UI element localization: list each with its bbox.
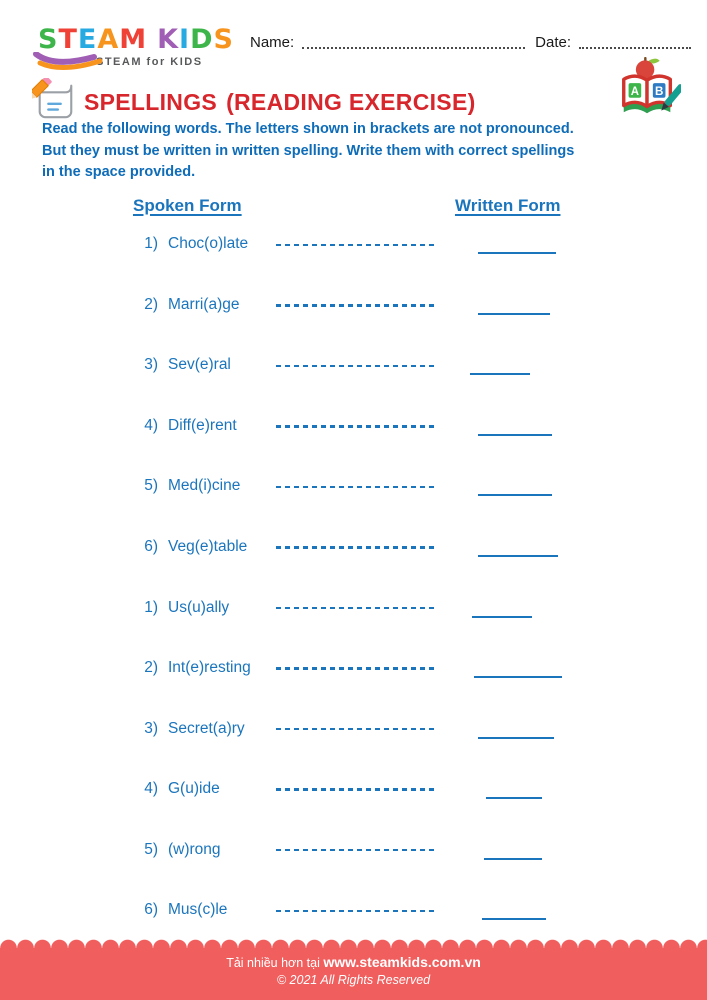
spoken-word: Us(u)ally <box>168 598 230 616</box>
row-number: 1) <box>144 598 158 616</box>
date-label: Date: <box>535 34 571 51</box>
logo-letter: E <box>77 24 98 55</box>
written-answer-line[interactable] <box>478 252 556 254</box>
logo-letter: S <box>38 24 59 55</box>
answer-dashes[interactable] <box>276 486 438 489</box>
written-answer-line[interactable] <box>486 797 542 799</box>
row-number: 3) <box>144 356 158 374</box>
name-date-bar <box>250 34 691 51</box>
word-row <box>0 335 707 396</box>
footer <box>0 948 707 1000</box>
answer-dashes[interactable] <box>276 365 438 368</box>
spoken-word: Med(i)cine <box>168 477 241 495</box>
instructions-line: But they must be written in written spelling. Write them with correct spellings <box>42 142 575 159</box>
row-number: 1) <box>144 235 158 253</box>
written-answer-line[interactable] <box>472 616 532 618</box>
row-number: 5) <box>144 477 158 495</box>
spoken-word: Sev(e)ral <box>168 356 231 374</box>
row-number: 4) <box>144 780 158 798</box>
logo-swoosh-icon <box>32 52 108 72</box>
word-row <box>0 396 707 457</box>
word-row <box>0 577 707 638</box>
written-answer-line[interactable] <box>478 494 552 496</box>
word-row <box>0 880 707 941</box>
logo-letter: S <box>213 24 234 55</box>
row-number: 6) <box>144 901 158 919</box>
spoken-word: Marri(a)ge <box>168 295 240 313</box>
instructions-line: Read the following words. The letters shown in brackets are not pronounced. <box>42 121 574 137</box>
answer-dashes[interactable] <box>276 244 438 247</box>
logo-letter: K <box>157 24 180 55</box>
spoken-word: Diff(e)rent <box>168 416 237 434</box>
row-number: 2) <box>144 659 158 677</box>
spoken-word: Mus(c)le <box>168 901 228 919</box>
book-letter-a: A <box>630 84 640 98</box>
footer-line1 <box>0 954 707 970</box>
page-title <box>84 89 476 116</box>
word-row <box>0 275 707 336</box>
spoken-word: Secret(a)ry <box>168 719 245 737</box>
answer-dashes[interactable] <box>276 728 438 731</box>
spoken-word: (w)rong <box>168 840 221 858</box>
word-row <box>0 456 707 517</box>
word-row <box>0 759 707 820</box>
spoken-word: Int(e)resting <box>168 659 251 677</box>
instructions-line: in the space provided. <box>42 164 196 180</box>
logo-letter: M <box>119 24 148 55</box>
instructions <box>42 119 692 184</box>
footer-copyright: © 2021 All Rights Reserved <box>276 973 431 987</box>
row-number: 4) <box>144 416 158 434</box>
book-letter-b: B <box>654 84 664 98</box>
logo-letter: A <box>97 24 120 55</box>
written-answer-line[interactable] <box>478 313 550 315</box>
steam-kids-logo <box>38 26 248 68</box>
answer-dashes[interactable] <box>276 788 438 791</box>
column-header-spoken: Spoken Form <box>133 196 242 215</box>
logo-wordmark <box>38 26 248 53</box>
name-label: Name: <box>250 34 295 51</box>
title-paren: (READING EXERCISE) <box>226 89 476 115</box>
answer-dashes[interactable] <box>276 546 438 549</box>
written-answer-line[interactable] <box>484 858 542 860</box>
answer-dashes[interactable] <box>276 304 438 307</box>
answer-dashes[interactable] <box>276 849 438 852</box>
abc-book-icon <box>615 56 681 127</box>
column-header-written: Written Form <box>455 196 561 215</box>
logo-letter: T <box>58 24 78 55</box>
written-answer-line[interactable] <box>474 676 562 678</box>
date-input-line[interactable] <box>579 34 691 49</box>
spoken-word: Choc(o)late <box>168 235 249 253</box>
written-answer-line[interactable] <box>470 373 530 375</box>
word-row <box>0 214 707 275</box>
written-answer-line[interactable] <box>478 737 554 739</box>
logo-subtitle: STEAM for KIDS <box>96 56 203 68</box>
footer-scallop-edge <box>0 935 707 948</box>
spoken-word: Veg(e)table <box>168 538 248 555</box>
row-number: 3) <box>144 719 158 737</box>
logo-letter: D <box>190 24 214 55</box>
spoken-word: G(u)ide <box>168 780 220 798</box>
word-row <box>0 819 707 880</box>
answer-dashes[interactable] <box>276 425 438 428</box>
footer-text: Tải nhiều hơn tại <box>226 956 324 970</box>
answer-dashes[interactable] <box>276 910 438 913</box>
answer-dashes[interactable] <box>276 607 438 610</box>
answer-dashes[interactable] <box>276 667 438 670</box>
written-answer-line[interactable] <box>478 434 552 436</box>
footer-site-url: www.steamkids.com.vn <box>323 954 481 970</box>
word-row <box>0 517 707 578</box>
written-answer-line[interactable] <box>482 918 546 920</box>
word-list <box>0 214 707 941</box>
row-number: 5) <box>144 840 158 858</box>
logo-letter: I <box>179 24 191 55</box>
row-number: 2) <box>144 295 158 313</box>
row-number: 6) <box>144 538 158 555</box>
name-input-line[interactable] <box>302 34 525 49</box>
word-row <box>0 698 707 759</box>
title-main: SPELLINGS <box>84 89 218 115</box>
word-row <box>0 638 707 699</box>
written-answer-line[interactable] <box>478 555 558 557</box>
